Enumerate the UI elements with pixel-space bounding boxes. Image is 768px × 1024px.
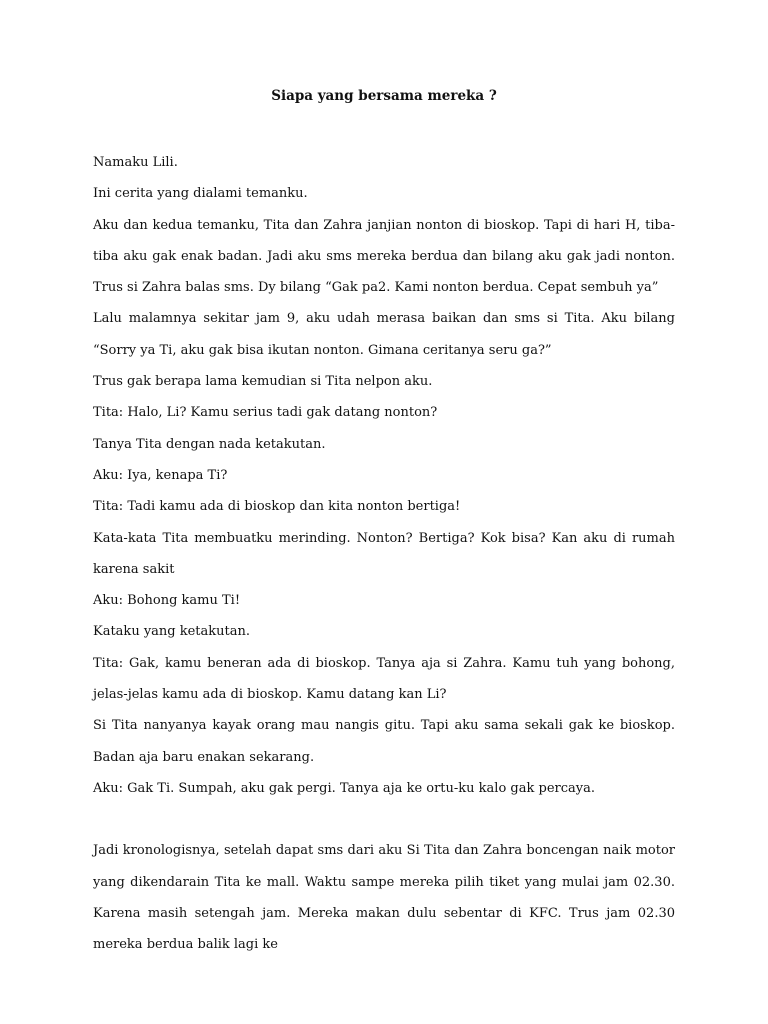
story-body [93,147,675,960]
narration-line: Tanya Tita dengan nada ketakutan. [93,436,326,452]
dialogue-line: Aku: Bohong kamu Ti! [93,593,241,609]
narration-line: Kataku yang ketakutan. [93,624,251,640]
dialogue-line: Tita: Halo, Li? Kamu serius tadi gak datang nonton? [93,405,438,421]
paragraph-chronology: Jadi kronologisnya, setelah dapat sms dari aku Si Tita dan Zahra boncengan naik motor yang dikendarain Tita ke mall. Waktu sampe mereka pilih tiket yang mulai jam 02.30. Karena masih setengah jam. Mereka makan dulu sebentar di KFC. Trus jam 02.30 mereka berdua balik lagi ke [93,843,675,953]
dialogue-line: Aku: Iya, kenapa Ti? [93,467,228,483]
dialogue-line: Tita: Gak, kamu beneran ada di bioskop. Tanya aja si Zahra. Kamu tuh yang bohong, jelas-jelas kamu ada di bioskop. Kamu datang kan Li? [93,655,675,703]
paragraph-intro-name: Namaku Lili. [93,155,178,170]
paragraph-intro-story: Ini cerita yang dialami temanku. [93,186,308,202]
page-title: Siapa yang bersama mereka ? [271,88,497,104]
paragraph-plan: Aku dan kedua temanku, Tita dan Zahra janjian nonton di bioskop. Tapi di hari H, tiba-tiba aku gak enak badan. Jadi aku sms mereka berdua dan bilang aku gak jadi nonton. Trus si Zahra balas sms. Dy bilang “Gak pa2. Kami nonton berdua. Cepat sembuh ya” [93,217,675,296]
narration-line: Kata-kata Tita membuatku merinding. Nonton? Bertiga? Kok bisa? Kan aku di rumah karena sakit [93,530,675,577]
paragraph-phone-call: Trus gak berapa lama kemudian si Tita nelpon aku. [93,374,433,390]
dialogue-line: Tita: Tadi kamu ada di bioskop dan kita nonton bertiga! [93,499,461,515]
narration-line: Si Tita nanyanya kayak orang mau nangis gitu. Tapi aku sama sekali gak ke bioskop. Badan aja baru enakan sekarang. [93,718,675,765]
paragraph-evening-sms: Lalu malamnya sekitar jam 9, aku udah merasa baikan dan sms si Tita. Aku bilang “Sorry ya Ti, aku gak bisa ikutan nonton. Gimana ceritanya seru ga?” [93,311,675,358]
dialogue-line: Aku: Gak Ti. Sumpah, aku gak pergi. Tanya aja ke ortu-ku kalo gak percaya. [93,780,595,796]
